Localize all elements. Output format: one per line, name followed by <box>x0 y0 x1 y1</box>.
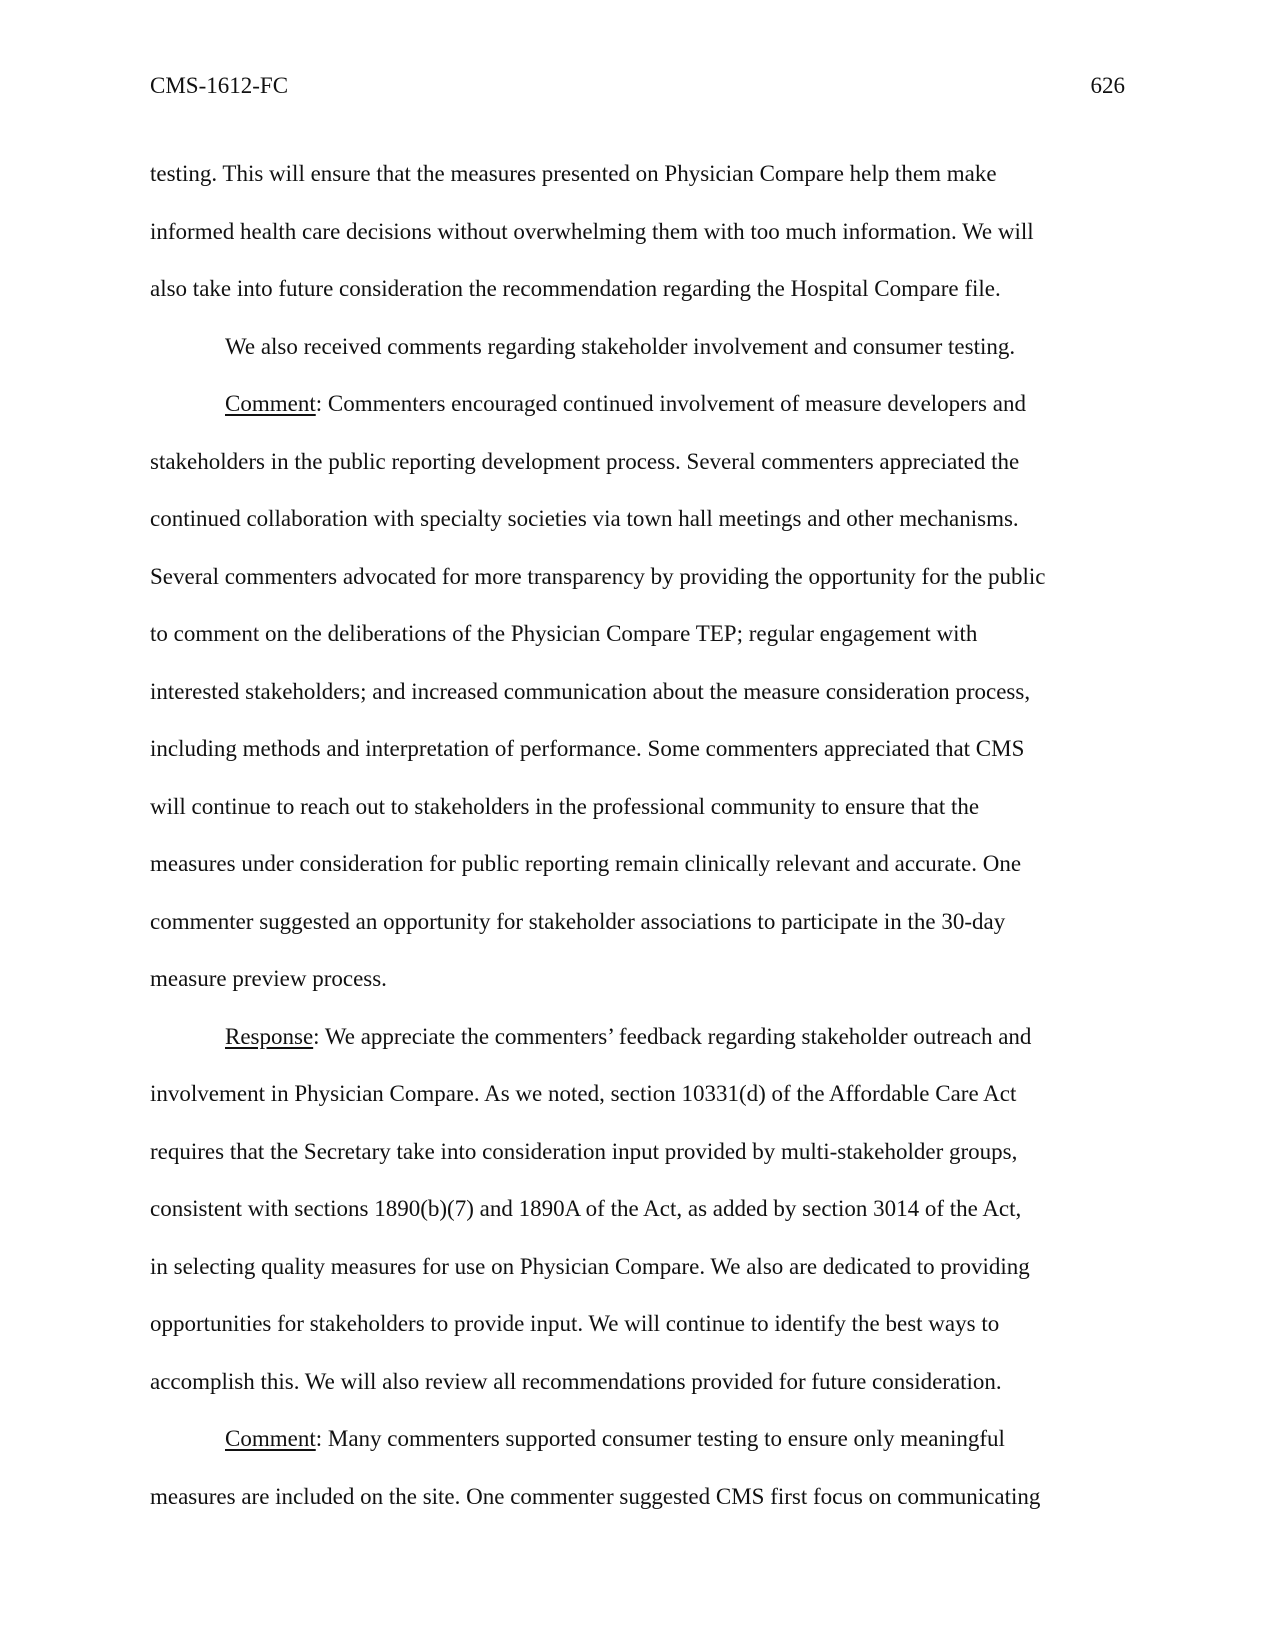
section-label: Comment <box>225 391 316 416</box>
line-text: measures are included on the site. One commenter suggested CMS first focus on communicating <box>150 1483 1041 1509</box>
text-line <box>150 1353 1125 1411</box>
line-text: will continue to reach out to stakeholders in the professional community to ensure that the <box>150 793 980 819</box>
line-text: interested stakeholders; and increased communication about the measure consideration process, <box>150 678 1031 704</box>
section-label: Response <box>225 1023 314 1049</box>
line-text: testing. This will ensure that the measures presented on Physician Compare help them make <box>150 161 997 186</box>
line-text: requires that the Secretary take into consideration input provided by multi-stakeholder groups, <box>150 1138 1018 1164</box>
line-text: accomplish this. We will also review all recommendations provided for future consideration. <box>150 1368 1002 1394</box>
text-line <box>150 1065 1125 1123</box>
line-text: consistent with sections 1890(b)(7) and 1890A of the Act, as added by section 3014 of the Act, <box>150 1196 1022 1221</box>
line-text: We also received comments regarding stakeholder involvement and consumer testing. <box>225 333 1016 359</box>
text-line <box>150 720 1125 778</box>
text-line <box>150 1008 1125 1066</box>
line-text: measures under consideration for public reporting remain clinically relevant and accurate. One <box>150 851 1022 876</box>
text-line <box>150 778 1125 836</box>
text-line <box>150 145 1125 203</box>
line-text: commenter suggested an opportunity for stakeholder associations to participate in the 30-day <box>150 908 1006 934</box>
line-text: continued collaboration with specialty societies via town hall meetings and other mechanisms. <box>150 506 1019 531</box>
text-line <box>150 893 1125 951</box>
line-text: : Commenters encouraged continued involvement of measure developers and <box>315 391 1026 416</box>
text-line <box>150 950 1125 1008</box>
text-line <box>150 490 1125 548</box>
line-text: also take into future consideration the recommendation regarding the Hospital Compare file. <box>150 276 1001 301</box>
text-line <box>150 1180 1125 1238</box>
section-label: Comment <box>225 1426 316 1451</box>
line-text: opportunities for stakeholders to provide input. We will continue to identify the best ways to <box>150 1311 1000 1336</box>
text-line <box>150 835 1125 893</box>
line-text: in selecting quality measures for use on Physician Compare. We also are dedicated to providing <box>150 1253 1030 1279</box>
text-line <box>150 433 1125 491</box>
line-text: : We appreciate the commenters’ feedback regarding stakeholder outreach and <box>313 1023 1032 1049</box>
line-text: : Many commenters supported consumer testing to ensure only meaningful <box>315 1426 1005 1451</box>
line-text: measure preview process. <box>150 966 387 991</box>
text-line <box>150 1123 1125 1181</box>
line-text: to comment on the deliberations of the Physician Compare TEP; regular engagement with <box>150 621 978 646</box>
line-text: including methods and interpretation of performance. Some commenters appreciated that CMS <box>150 736 1025 761</box>
text-line <box>150 1468 1125 1526</box>
text-line <box>150 605 1125 663</box>
line-text: stakeholders in the public reporting development process. Several commenters appreciated the <box>150 448 1020 474</box>
line-text: informed health care decisions without overwhelming them with too much information. We will <box>150 218 1034 244</box>
running-header <box>150 71 1125 101</box>
text-line <box>150 318 1125 376</box>
text-line <box>150 203 1125 261</box>
page-number: 626 <box>1090 73 1125 98</box>
text-line <box>150 1410 1125 1468</box>
line-text: Several commenters advocated for more transparency by providing the opportunity for the public <box>150 563 1046 589</box>
text-line <box>150 1295 1125 1353</box>
text-line <box>150 1238 1125 1296</box>
text-line <box>150 548 1125 606</box>
text-line <box>150 663 1125 721</box>
body-text <box>150 145 1125 1525</box>
text-line <box>150 375 1125 433</box>
document-id: CMS-1612-FC <box>150 73 289 98</box>
line-text: involvement in Physician Compare. As we noted, section 10331(d) of the Affordable Care Act <box>150 1081 1017 1106</box>
text-line <box>150 260 1125 318</box>
